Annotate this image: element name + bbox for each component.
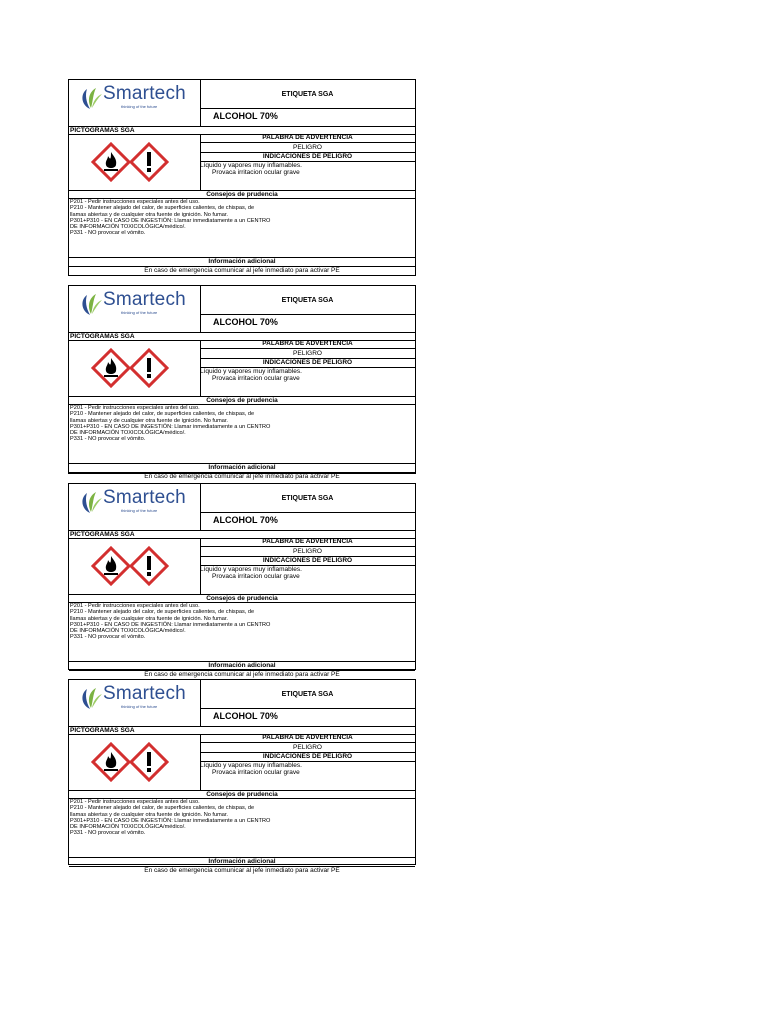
palabra-label: PALABRA DE ADVERTENCIA: [262, 134, 353, 141]
info-label: Información adicional: [208, 662, 276, 669]
label-header-title: ETIQUETA SGA: [281, 691, 334, 698]
info-label: Información adicional: [208, 258, 276, 265]
product-name: ALCOHOL 70%: [213, 711, 278, 721]
info-label: Información adicional: [208, 464, 276, 471]
sga-label-4: [68, 679, 416, 874]
sga-label-2: [68, 285, 416, 480]
exclamation-pictogram-icon: [129, 142, 169, 182]
indicaciones-line1: Líquido y vapores muy inflamables.: [200, 368, 302, 375]
palabra-label: PALABRA DE ADVERTENCIA: [262, 340, 353, 347]
smartech-logo: [77, 289, 187, 319]
exclamation-pictogram-icon: [129, 742, 169, 782]
info-text: En caso de emergencia comunicar al jefe inmediato para activar PE: [144, 267, 340, 274]
palabra-label: PALABRA DE ADVERTENCIA: [262, 734, 353, 741]
flame-pictogram-icon: [91, 742, 131, 782]
pictograms: [91, 546, 171, 586]
logo-cell: [69, 286, 201, 332]
palabra-value: PELIGRO: [293, 350, 322, 357]
consejos-label: Consejos de prudencia: [206, 595, 278, 602]
swirl-icon: [77, 85, 103, 111]
swirl-icon: [77, 489, 103, 515]
logo-brand: Smartech: [103, 83, 186, 104]
indicaciones-line2: Provaca irritacion ocular grave: [212, 769, 300, 776]
pictograms: [91, 348, 171, 388]
consejos-text: P201 - Pedir instrucciones especiales antes del uso. P210 - Mantener alejado del calor, de superficies calientes, de chispas, de llamas abiertas y de cualquier otra fuente de ignición. No fumar. P301+P310 - EN CASO DE INGESTIÓN: Llamar inmediatamente a un CENTRO DE INFORMACIÓN TOXICOLÓGICA/médico/. P331 - NO provocar el vómito.: [70, 405, 271, 443]
logo-tagline: thinking of the future: [121, 704, 158, 709]
logo-tagline: thinking of the future: [121, 310, 158, 315]
product-name: ALCOHOL 70%: [213, 317, 278, 327]
indicaciones-text: [200, 368, 415, 382]
palabra-value: PELIGRO: [293, 744, 322, 751]
logo-cell: [69, 484, 201, 530]
pictograms: [91, 742, 171, 782]
indicaciones-text: [200, 162, 415, 176]
logo-cell: [69, 80, 201, 126]
indicaciones-label: INDICACIONES DE PELIGRO: [262, 753, 353, 760]
indicaciones-line2: Provaca irritacion ocular grave: [212, 169, 300, 176]
consejos-text: P201 - Pedir instrucciones especiales antes del uso. P210 - Mantener alejado del calor, de superficies calientes, de chispas, de llamas abiertas y de cualquier otra fuente de ignición. No fumar. P301+P310 - EN CASO DE INGESTIÓN: Llamar inmediatamente a un CENTRO DE INFORMACIÓN TOXICOLÓGICA/médico/. P331 - NO provocar el vómito.: [70, 199, 271, 237]
logo-brand: Smartech: [103, 289, 186, 310]
info-text: En caso de emergencia comunicar al jefe inmediato para activar PE: [144, 671, 340, 678]
flame-pictogram-icon: [91, 546, 131, 586]
indicaciones-text: [200, 762, 415, 776]
pictogramas-label: PICTOGRAMAS SGA: [70, 531, 135, 538]
pictogramas-label: PICTOGRAMAS SGA: [70, 127, 135, 134]
product-name: ALCOHOL 70%: [213, 111, 278, 121]
logo-tagline: thinking of the future: [121, 104, 158, 109]
palabra-label: PALABRA DE ADVERTENCIA: [262, 538, 353, 545]
indicaciones-label: INDICACIONES DE PELIGRO: [262, 359, 353, 366]
palabra-value: PELIGRO: [293, 548, 322, 555]
indicaciones-label: INDICACIONES DE PELIGRO: [262, 557, 353, 564]
flame-pictogram-icon: [91, 142, 131, 182]
indicaciones-line1: Líquido y vapores muy inflamables.: [200, 762, 302, 769]
indicaciones-label: INDICACIONES DE PELIGRO: [262, 153, 353, 160]
label-header-title: ETIQUETA SGA: [281, 495, 334, 502]
smartech-logo: [77, 487, 187, 517]
consejos-label: Consejos de prudencia: [206, 191, 278, 198]
indicaciones-line1: Líquido y vapores muy inflamables.: [200, 566, 302, 573]
logo-brand: Smartech: [103, 487, 186, 508]
consejos-label: Consejos de prudencia: [206, 397, 278, 404]
pictogramas-label: PICTOGRAMAS SGA: [70, 333, 135, 340]
pictogramas-label: PICTOGRAMAS SGA: [70, 727, 135, 734]
indicaciones-text: [200, 566, 415, 580]
swirl-icon: [77, 291, 103, 317]
exclamation-pictogram-icon: [129, 546, 169, 586]
logo-cell: [69, 680, 201, 726]
logo-brand: Smartech: [103, 683, 186, 704]
pictograms: [91, 142, 171, 182]
label-header-title: ETIQUETA SGA: [281, 91, 334, 98]
logo-tagline: thinking of the future: [121, 508, 158, 513]
flame-pictogram-icon: [91, 348, 131, 388]
palabra-value: PELIGRO: [293, 144, 322, 151]
indicaciones-line2: Provaca irritacion ocular grave: [212, 573, 300, 580]
consejos-label: Consejos de prudencia: [206, 791, 278, 798]
info-label: Información adicional: [208, 858, 276, 865]
sga-label-3: [68, 483, 416, 678]
swirl-icon: [77, 685, 103, 711]
smartech-logo: [77, 83, 187, 113]
consejos-text: P201 - Pedir instrucciones especiales antes del uso. P210 - Mantener alejado del calor, de superficies calientes, de chispas, de llamas abiertas y de cualquier otra fuente de ignición. No fumar. P301+P310 - EN CASO DE INGESTIÓN: Llamar inmediatamente a un CENTRO DE INFORMACIÓN TOXICOLÓGICA/médico/. P331 - NO provocar el vómito.: [70, 799, 271, 837]
info-text: En caso de emergencia comunicar al jefe inmediato para activar PE: [144, 473, 340, 480]
indicaciones-line1: Líquido y vapores muy inflamables.: [200, 162, 302, 169]
sga-label-1: [68, 79, 416, 276]
exclamation-pictogram-icon: [129, 348, 169, 388]
info-text: En caso de emergencia comunicar al jefe inmediato para activar PE: [144, 867, 340, 874]
label-header-title: ETIQUETA SGA: [281, 297, 334, 304]
consejos-text: P201 - Pedir instrucciones especiales antes del uso. P210 - Mantener alejado del calor, de superficies calientes, de chispas, de llamas abiertas y de cualquier otra fuente de ignición. No fumar. P301+P310 - EN CASO DE INGESTIÓN: Llamar inmediatamente a un CENTRO DE INFORMACIÓN TOXICOLÓGICA/médico/. P331 - NO provocar el vómito.: [70, 603, 271, 641]
product-name: ALCOHOL 70%: [213, 515, 278, 525]
smartech-logo: [77, 683, 187, 713]
indicaciones-line2: Provaca irritacion ocular grave: [212, 375, 300, 382]
